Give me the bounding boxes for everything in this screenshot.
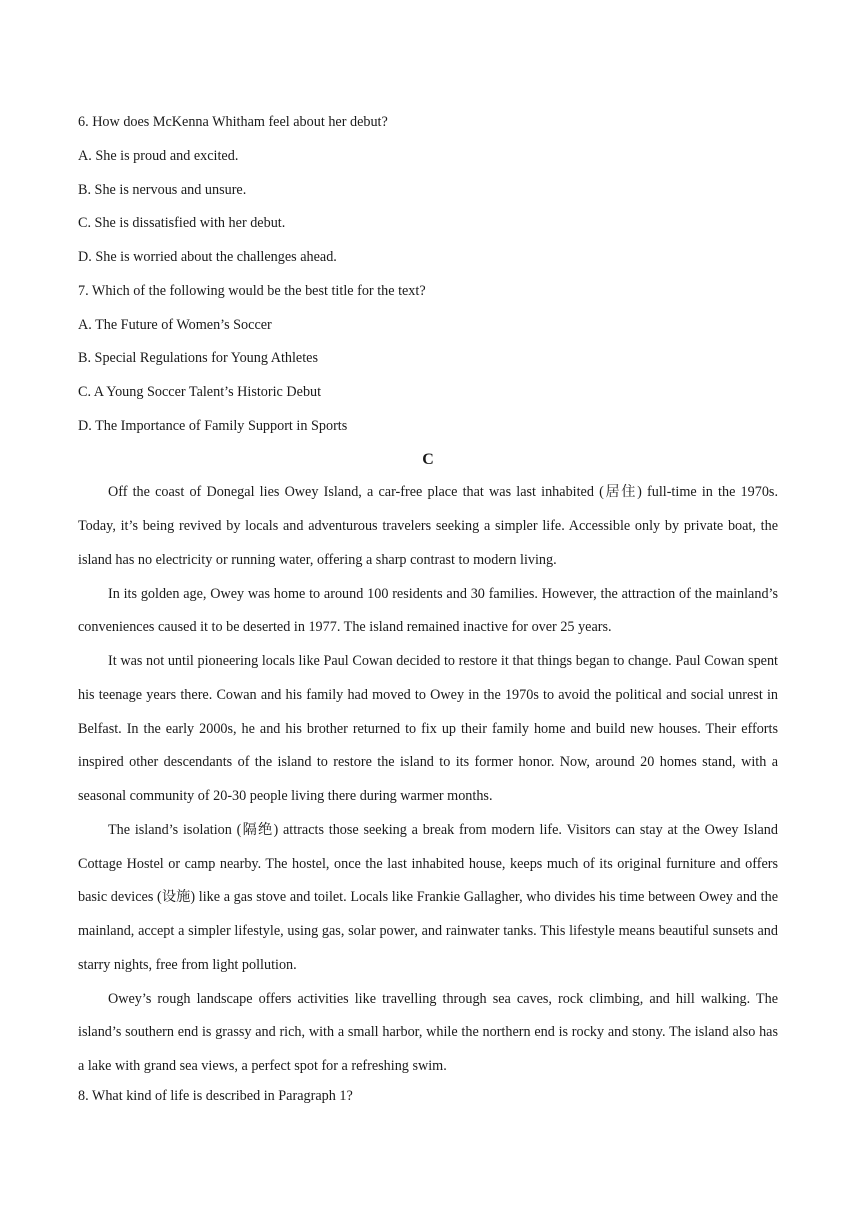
question-7-option-d: D. The Importance of Family Support in Sports: [78, 417, 348, 434]
passage-paragraph-2: In its golden age, Owey was home to around 100 residents and 30 families. However, the attraction of the mainland’s conveniences caused it to be deserted in 1977. The island remained inactive for over 25 years.: [78, 585, 778, 636]
question-6-option-b: B. She is nervous and unsure.: [78, 181, 247, 198]
passage-paragraph-1: Off the coast of Donegal lies Owey Island, a car-free place that was last inhabited (居住) full-time in the 1970s. Today, it’s being revived by locals and adventurous travelers seeking a simpler life. Accessible only by private boat, the island has no electricity or running water, offering a sharp contrast to modern living.: [78, 484, 778, 568]
section-title: C: [422, 450, 434, 468]
question-7-option-a: A. The Future of Women’s Soccer: [78, 316, 272, 333]
document-page: [78, 110, 778, 1123]
question-6-stem: 6. How does McKenna Whitham feel about her debut?: [78, 114, 388, 130]
question-6-option-a: A. She is proud and excited.: [78, 147, 239, 164]
question-7-option-c: C. A Young Soccer Talent’s Historic Debut: [78, 384, 322, 400]
passage-paragraph-3: It was not until pioneering locals like Paul Cowan decided to restore it that things began to change. Paul Cowan spent his teenage years there. Cowan and his family had moved to Owey in the 1970s to avoid the political and social unrest in Belfast. In the early 2000s, he and his brother returned to fix up their family home and build new houses. Their efforts inspired other descendants of the island to restore the island to its former honor. Now, around 20 homes stand, with a seasonal community of 20-30 people living there during warmer months.: [78, 653, 778, 804]
passage-paragraph-5: Owey’s rough landscape offers activities like travelling through sea caves, rock climbing, and hill walking. The island’s southern end is grassy and rich, with a small harbor, while the northern end is rocky and stony. The island also has a lake with grand sea views, a perfect spot for a refreshing swim.: [78, 990, 778, 1074]
passage: [78, 481, 778, 1089]
question-6-option-c: C. She is dissatisfied with her debut.: [78, 215, 286, 232]
question-7-stem: 7. Which of the following would be the best title for the text?: [78, 282, 426, 299]
question-7-option-b: B. Special Regulations for Young Athletes: [78, 350, 318, 367]
question-8-stem: 8. What kind of life is described in Paragraph 1?: [78, 1087, 353, 1104]
passage-paragraph-4: The island’s isolation (隔绝) attracts those seeking a break from modern life. Visitors can stay at the Owey Island Cottage Hostel or camp nearby. The hostel, once the last inhabited house, keeps much of its original furniture and offers basic devices (设施) like a gas stove and toilet. Locals like Frankie Gallagher, who divides his time between Owey and the mainland, accept a simpler lifestyle, using gas, solar power, and rainwater tanks. This lifestyle means beautiful sunsets and starry nights, free from light pollution.: [78, 821, 778, 973]
question-6-option-d: D. She is worried about the challenges ahead.: [78, 249, 337, 265]
